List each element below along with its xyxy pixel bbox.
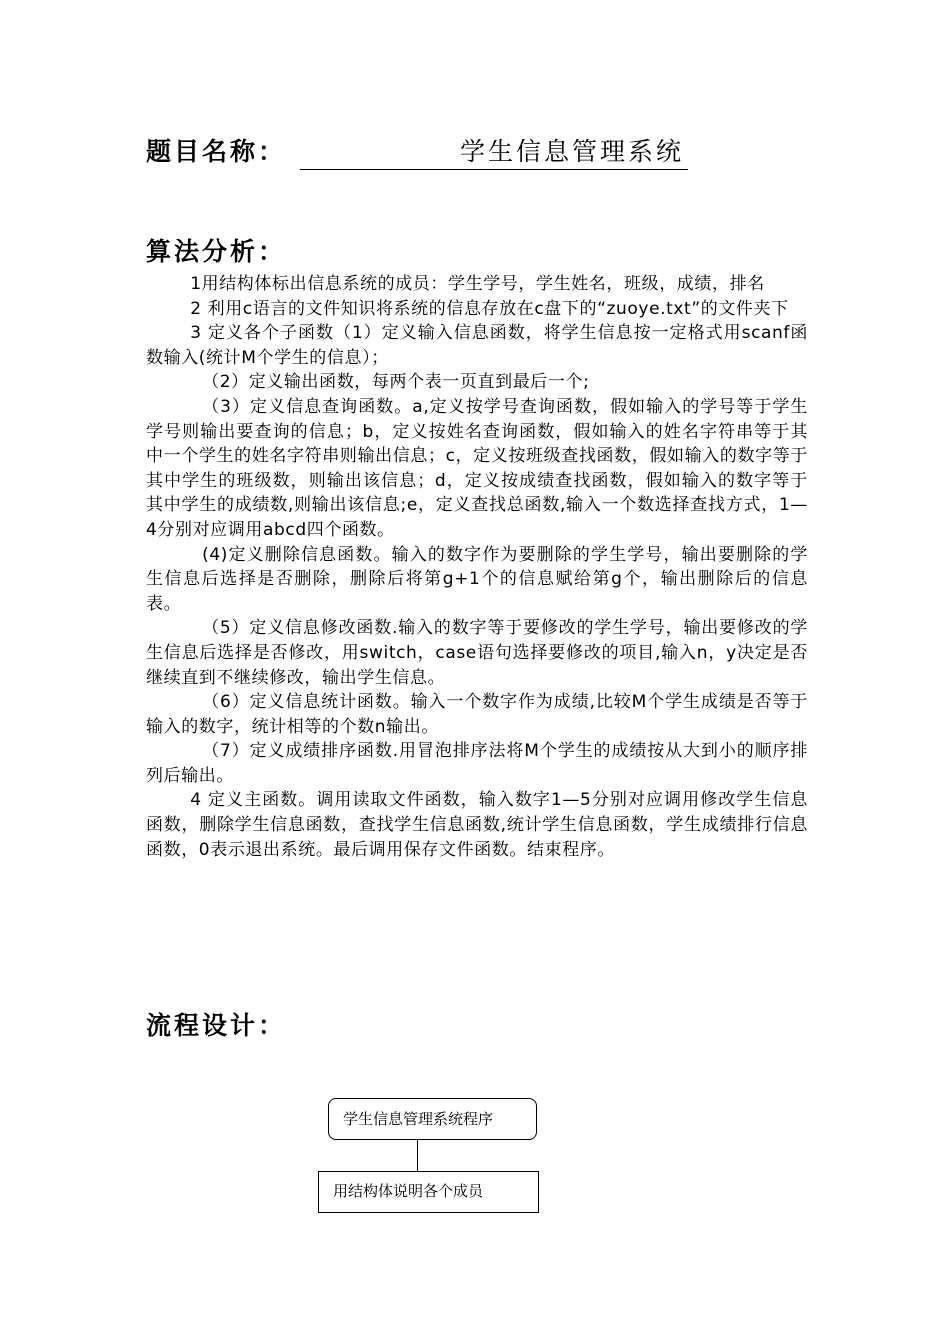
title-row (146, 132, 688, 170)
algorithm-body (146, 272, 808, 862)
paragraph: （6）定义信息统计函数。输入一个数字作为成绩,比较M个学生成绩是否等于输入的数字，统计相等的个数n输出。 (146, 692, 808, 737)
paragraph: 3 定义各个子函数（1）定义输入信息函数，将学生信息按一定格式用scanf函数输入(统计M个学生的信息）； (146, 323, 808, 368)
title-value: 学生信息管理系统 (300, 135, 688, 170)
paragraph: 4 定义主函数。调用读取文件函数，输入数字1—5分别对应调用修改学生信息函数，删除学生信息函数，查找学生信息函数,统计学生信息函数，学生成绩排行信息函数，0表示退出系统。最后调用保存文件函数。结束程序。 (146, 790, 808, 860)
paragraph: 2 利用c语言的文件知识将系统的信息存放在c盘下的“zuoye.txt”的文件夹下 (190, 298, 789, 319)
paragraph: （3）定义信息查询函数。a,定义按学号查询函数，假如输入的学号等于学生学号则输出要查询的信息；b，定义按姓名查询函数，假如输入的姓名字符串等于其中一个学生的姓名字符串则输出信息；c，定义按班级查找函数，假如输入的数字等于其中学生的班级数，则输出该信息；d，定义按成绩查找函数，假如输入的数字等于其中学生的成绩数,则输出该信息;e，定义查找总函数,输入一个数选择查找方式，1—4分别对应调用abcd四个函数。 (146, 396, 808, 540)
flowchart-node-start: 学生信息管理系统程序 (328, 1098, 537, 1140)
paragraph: 1用结构体标出信息系统的成员：学生学号，学生姓名，班级，成绩，排名 (190, 274, 765, 294)
title-label: 题目名称： (146, 137, 287, 166)
paragraph: （5）定义信息修改函数.输入的数字等于要修改的学生学号，输出要修改的学生信息后选择是否修改，用switch，case语句选择要修改的项目,输入n，y决定是否继续直到不继续修改，输出学生信息。 (146, 618, 808, 688)
paragraph: （2）定义输出函数，每两个表一页直到最后一个; (202, 372, 590, 393)
flow-heading: 流程设计： (146, 1011, 287, 1040)
flowchart-connector (417, 1140, 418, 1171)
paragraph: （7）定义成绩排序函数.用冒泡排序法将M个学生的成绩按从大到小的顺序排列后输出。 (146, 741, 808, 786)
algorithm-heading: 算法分析： (146, 237, 287, 266)
flowchart-node-struct: 用结构体说明各个成员 (318, 1171, 539, 1213)
paragraph: (4)定义删除信息函数。输入的数字作为要删除的学生学号，输出要删除的学生信息后选择是否删除，删除后将第g+1个的信息赋给第g个，输出删除后的信息表。 (146, 544, 808, 614)
